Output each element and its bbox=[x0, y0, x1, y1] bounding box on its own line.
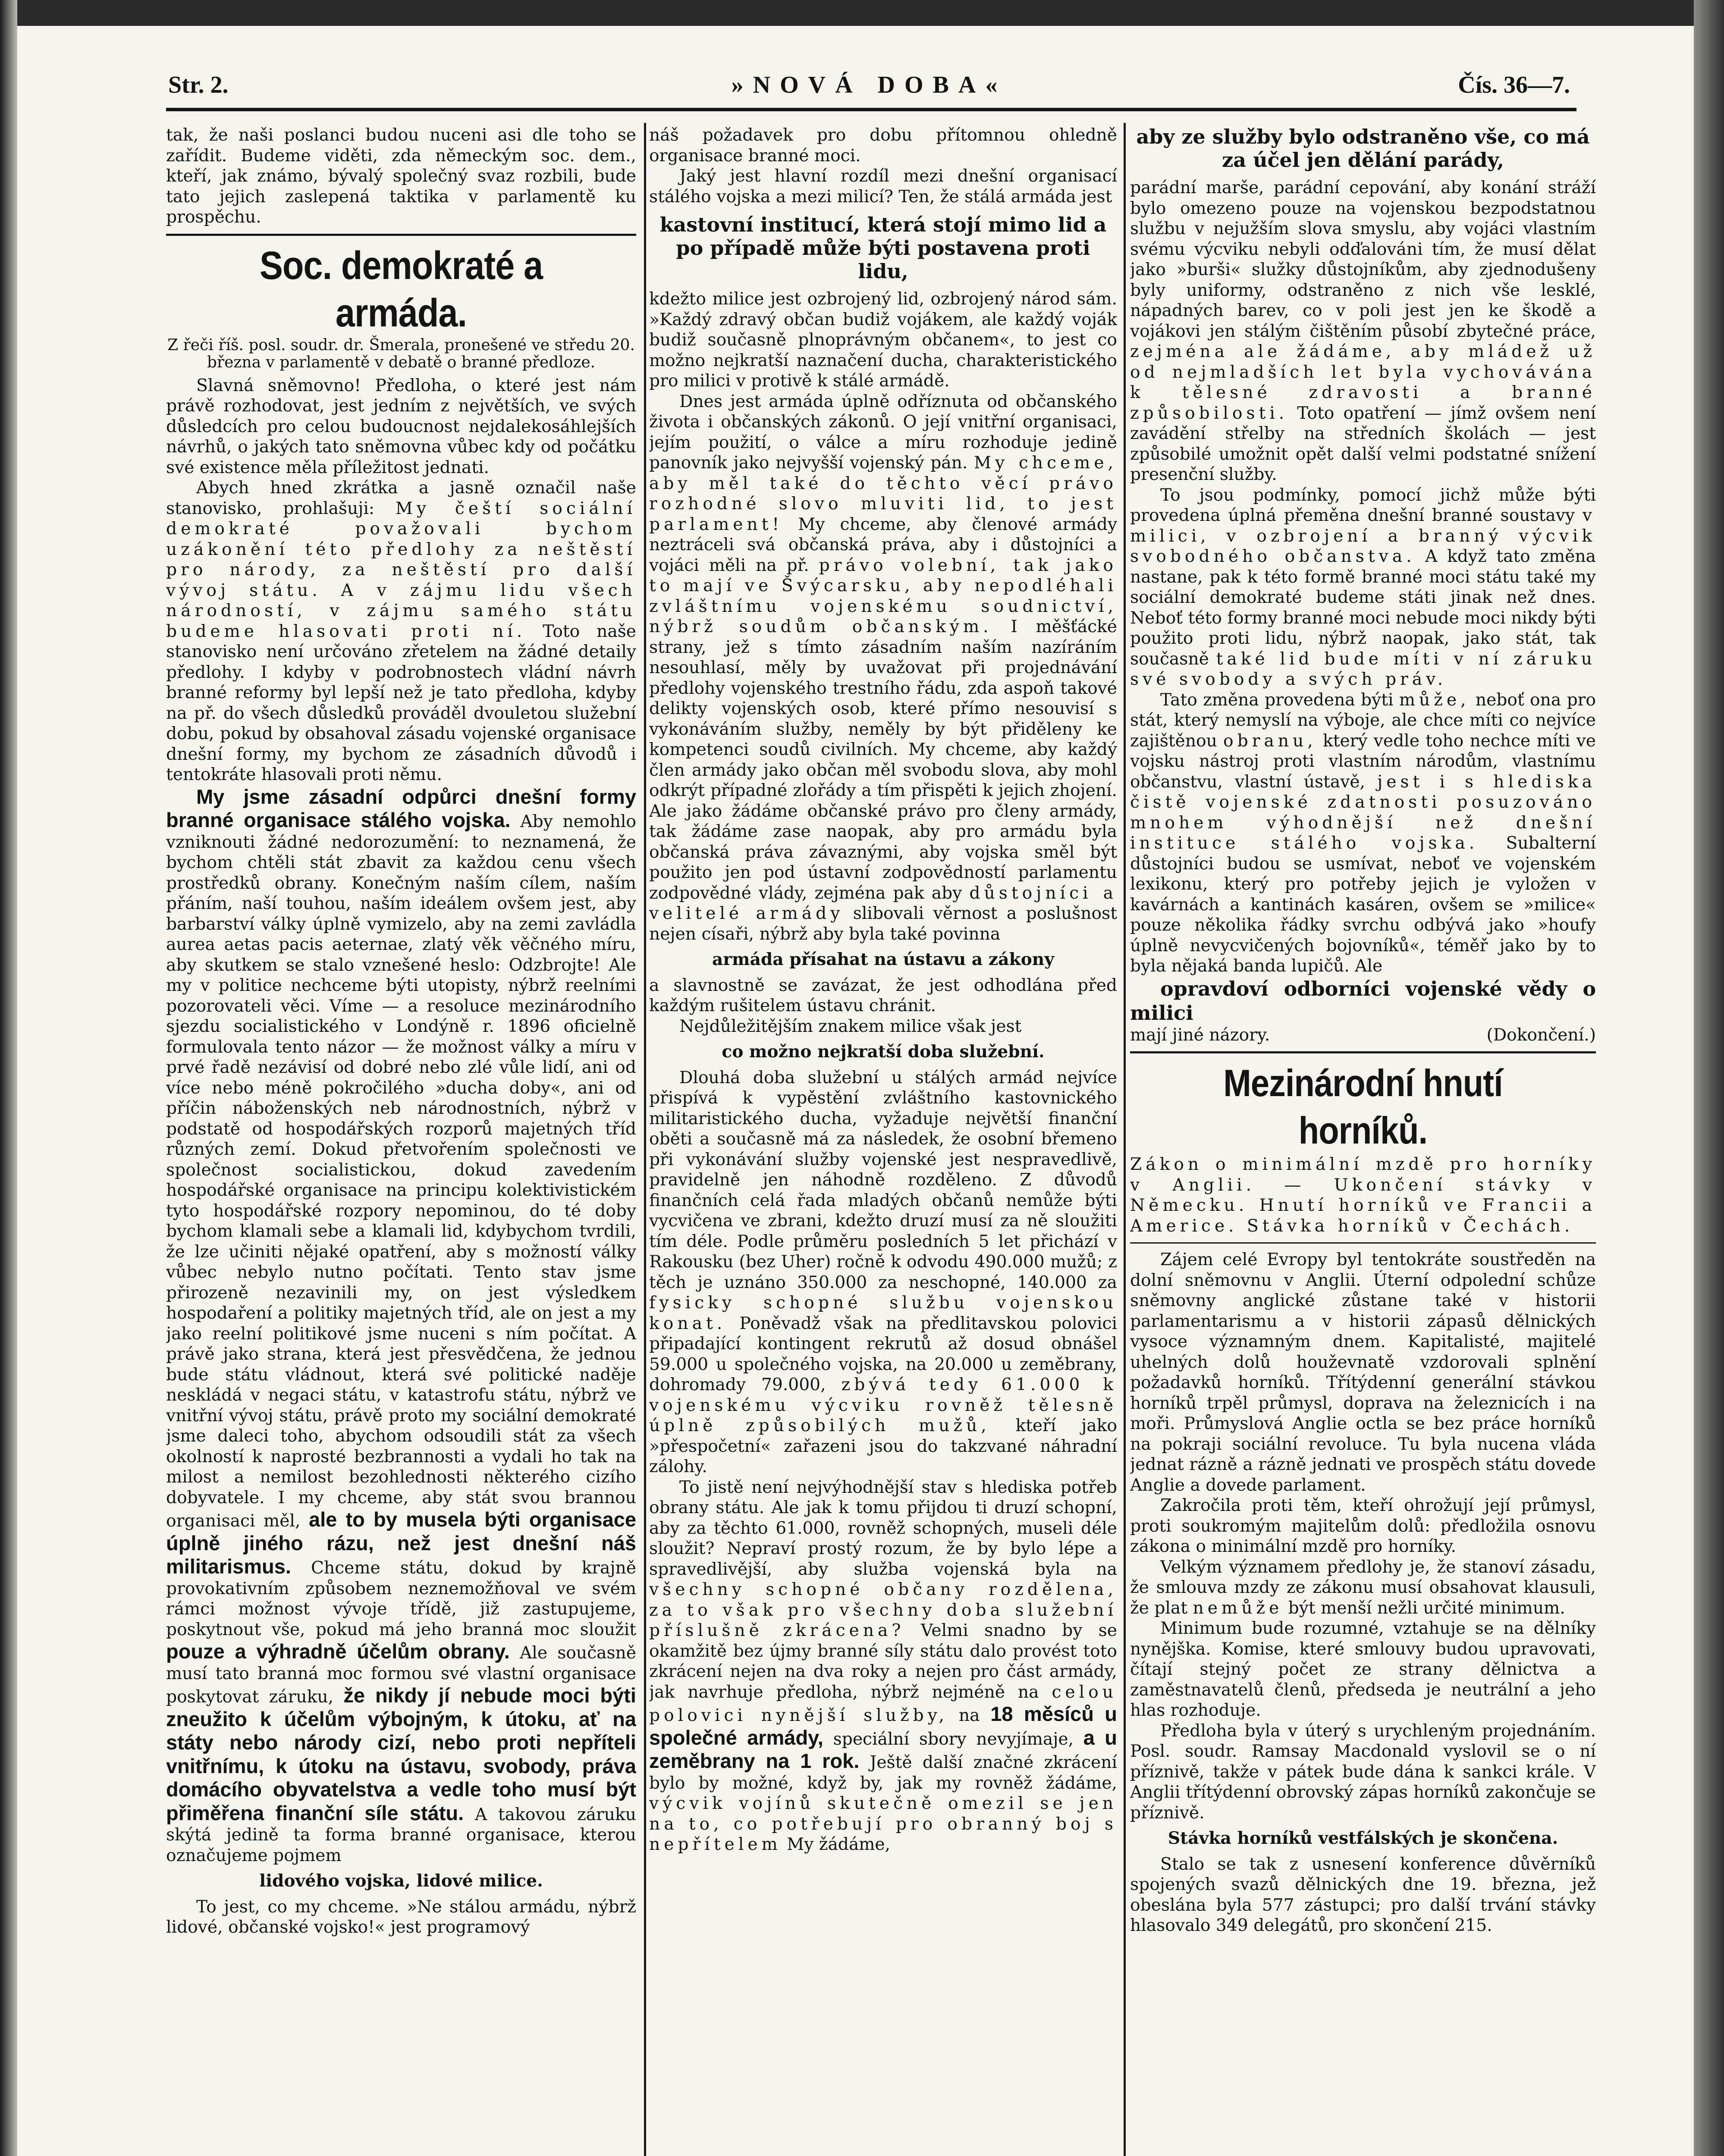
subheading: kastovní institucí, která stojí mimo lid a po případě může býti postavena proti lidu, bbox=[659, 213, 1107, 283]
subheading: co možno nejkratší doba služební. bbox=[722, 1042, 1045, 1062]
paragraph: kdežto milice jest ozbrojený lid, ozbrojený národ sám. »Každý zdravý občan budiž vojákem, ale každý voják budiž současně plnoprávným občanem«, to jest co možno nejkratší naznačení ducha, charakteristického pro milici v protivě k stálé armádě. bbox=[649, 289, 1117, 391]
paragraph: Slavná sněmovno! Předloha, o které jest nám právě rozhodovat, jest jedním z největších, ve svých důsledcích pro celou budoucnost nejdalekosáhlejších návrhů, o jakých tato sněmovna vůbec kdy od počátku své existence měla příležitost jednati. bbox=[166, 376, 636, 477]
subheading: lidového vojska, lidové milice. bbox=[259, 1871, 543, 1891]
article-intro: tak, že naši poslanci budou nuceni asi dle toho se zařídit. Budeme viděti, zda německým soc. dem., kteří, jak známo, bývalý společný svaz rozbili, bude tato jejich zaslepená taktika v parlamentě ku prospěchu. bbox=[166, 125, 636, 227]
paragraph: Zakročila proti těm, kteří ohrožují její průmysl, proti soukromým majitelům dolů: předložila osnovu zákona o minimální mzdě pro horníky. bbox=[1130, 1496, 1596, 1556]
paragraph: parádní marše, parádní cepování, aby konání stráží bylo omezeno pouze na vojenskou bezpodstatnou službu v nejužším slova smyslu, aby vojáci vlastním svému výcviku nebyli odďalováni tím, že musí dělat jako »burši« služky důstojníkům, aby zjednodušeny byly uniformy, odstraněno z nich vše lesklé, nápadných barev, co v poli jest jen ke škodě a vojákovi jen stálým čištěním působí zbytečné práce, zejména ale žádáme, aby mládež už od nejmladších let byla vychovávána k tělesné zdravosti a branné způsobilosti. Toto opatření — jímž ovšem není zavádění střelby na středních školách — jest způsobilé umožnit opět další velmi podstatné snížení presenční služby. bbox=[1130, 178, 1596, 484]
separator bbox=[1130, 1051, 1596, 1053]
paragraph: Dlouhá doba služební u stálých armád nejvíce přispívá k vypěstění zvláštního kastovnického militaristického ducha, vyžaduje největší finanční oběti a současně má za následek, že osobní břemeno při vykonávání služby vojenské jest nespravedlivě, pravidelně jen náhodně rozděleno. Z důvodů finančních celá řada mladých občanů nemůže býti vycvičena ve zbrani, kdežto druzí musí za ně sloužiti tím déle. Podle průměru posledních 5 let přichází v Rakousku (bez Uher) ročně k odvodu 490.000 mužů; z těch je uznáno 350.000 za neschopné, 140.000 za fysicky schopné službu vojenskou konat. Poněvadž však na předlitavskou polovici připadající kontingent rekrutů až dosud obnášel 59.000 u společného vojska, na 20.000 u zeměbrany, dohromady 79.000, zbývá tedy 61.000 k vojenskému výcviku rovněž tělesně úplně způsobilých mužů, kteří jako »přespočetní« zařazeni jsou do takzvané náhradní zálohy. bbox=[649, 1068, 1117, 1476]
scan-edge-left bbox=[0, 0, 17, 2156]
subheading: armáda přísahat na ústavu a zákony bbox=[712, 950, 1055, 969]
issue-number: Čís. 36—7. bbox=[1458, 72, 1570, 98]
paragraph: Nejdůležitějším znakem milice však jest bbox=[679, 1016, 1022, 1036]
column-1 bbox=[166, 125, 636, 2156]
column-2 bbox=[649, 125, 1117, 2156]
paragraph: To jsou podmínky, pomocí jichž může býti provedena úplná přeměna dnešní branné soustavy v milici, v ozbrojení a branný výcvik svobodného občanstva. A když tato změna nastane, pak k této formě branné moci státu také my sociální demokraté budeme státi jinak než dnes. Neboť této formy branné moci nebude moci nikdy býti použito proti lidu, nýbrž naopak, jako stát, tak současně také lid bude míti v ní záruku své svobody a svých práv. bbox=[1130, 485, 1596, 689]
paragraph: mají jiné názory. (Dokončení.) bbox=[1130, 1025, 1596, 1045]
article-lead: Zákon o minimální mzdě pro horníky v Anglii. — Ukončení stávky v Německu. Hnutí horníků ve Francii a Americe. Stávka horníků v Čechách. bbox=[1130, 1155, 1596, 1236]
paragraph: Zájem celé Evropy byl tentokráte soustředěn na dolní sněmovnu v Anglii. Úterní odpolední schůze sněmovny anglické zůstane také v historii parlamentarismu a v historii zápasů dělnických vysoce významným dnem. Kapitalisté, majitelé uhelných dolů houževnatě vzdorovali splnění požadavků horníků. Třítýdenní generální stávkou horníků trpěl průmysl, doprava na železnicích i na moři. Průmyslová Anglie octla se bez práce horníků na pokraji sociální revoluce. Tu byla nucena vláda jednat rázně a rázně jednati ve prospěch státu dovede Anglie a dovede parlament. bbox=[1130, 1250, 1596, 1495]
scan-edge-top bbox=[0, 0, 1724, 26]
separator bbox=[1130, 1242, 1596, 1244]
paragraph: Stalo se tak z usnesení konference důvěrníků spojených svazů dělnických dne 19. března, jež obeslána byla 577 zástupci; pro další trvání stávky hlasovalo 349 delegátů, pro skončení 215. bbox=[1130, 1854, 1596, 1935]
masthead-title: »NOVÁ DOBA« bbox=[731, 72, 1007, 98]
paragraph: Abych hned zkrátka a jasně označil naše stanovisko, prohlašuji: My čeští sociální demokraté považovali bychom uzákonění této předlohy za neštěstí pro národy, za neštěstí pro další vývoj státu. A v zájmu lidu všech národností, v zájmu samého státu budeme hlasovati proti ní. Toto naše stanovisko není určováno zřetelem na žádné detaily předlohy. I kdyby v podrobnostech vládní návrh branné reformy byl lepší než je tato předloha, kdyby na př. do všech důsledků prováděl dvouletou služební dobu, pokud by obsahoval zásadu vojenské organisace dnešní formy, my bychom ze zásadních důvodů i tentokráte hlasovali proti němu. bbox=[166, 478, 636, 784]
article-headline: Mezinárodní hnutí horníků. bbox=[1223, 1062, 1503, 1152]
subheading: aby ze služby bylo odstraněno vše, co má za účel jen dělání parády, bbox=[1136, 125, 1590, 172]
paragraph: Minimum bude rozumné, vztahuje se na dělníky nynějška. Komise, které smlouvy budou upravovati, čítají stejný počet ze strany dělnictva a zaměstnavatelů členů, předseda je neutrální a jeho hlas rozhoduje. bbox=[1130, 1619, 1596, 1720]
column-3 bbox=[1130, 125, 1596, 2156]
paragraph: Dnes jest armáda úplně odříznuta od občanského života i občanských zákonů. O její vnitřní organisaci, jejím použití, o válce a míru rozhoduje jedině panovník jako nejvyšší vojenský pán. My chceme, aby měl také do těchto věcí právo rozhodné slovo mluviti lid, to jest parlament! My chceme, aby členové armády neztráceli svá občanská práva, aby i důstojníci a vojáci měli na př. právo volební, tak jako to mají ve Švýcarsku, aby nepodléhali zvláštnímu vojenskému soudnictví, nýbrž soudům občanským. I měšťácké strany, jež s tímto zásadním naším nazíráním nesouhlasí, měly by uvažovat při projednávání předlohy vojenského trestního řádu, zda aspoň takové delikty vojenských osob, které přímo nesouvisí s vykonáváním služby, neměly by být přiděleny ke kompetenci soudů civilních. My chceme, aby každý člen armády jako občan měl svobodu slova, aby mohl odkrýt případné zlořády a tím přispěti k jejich zhojení. Ale jako žádáme občanské právo pro členy armády, tak žádáme zase naopak, aby pro armádu byla občanská práva závaznými, aby vojska směl být použito jen pod ústavní zodpovědností parlamentu zodpovědné vlády, zejména pak aby důstojníci a velitelé armády slibovali věrnost a poslušnost nejen císaři, nýbrž aby byla také povinna bbox=[649, 392, 1117, 944]
paragraph: Jaký jest hlavní rozdíl mezi dnešní organisací stálého vojska a mezi milicí? Ten, že stálá armáda jest bbox=[649, 166, 1117, 207]
paragraph: náš požadavek pro dobu přítomnou ohledně organisace branné moci. bbox=[649, 125, 1117, 166]
article-headline: Soc. demokraté a armáda. bbox=[259, 243, 543, 335]
continued-note: (Dokončení.) bbox=[1486, 1025, 1596, 1045]
header-rule bbox=[166, 108, 1576, 111]
paragraph: Tato změna provedena býti může, neboť ona pro stát, který nemyslí na výboje, ale chce míti co nejvíce zajištěnou obranu, který vedle toho nechce míti ve vojsku nástroj proti vlastním národům, vlastnímu občanstvu, vlastní ústavě, jest i s hlediska čistě vojenské zdatnosti posuzováno mnohem výhodnější než dnešní instituce stálého vojska. Subalterní důstojníci budou se usmívat, neboť ve vojenském lexikonu, který pro potřeby jejich je vyložen v kavárnách a kantinách kasáren, ovšem se »milice« pouze několika řádky svrchu odbývá jako »houfy úplně nevycvičených bojovníků«, téměř jako by to byla nějaká banda lupičů. Ale bbox=[1130, 690, 1596, 976]
subheading: Stávka horníků vestfálských je skončena. bbox=[1168, 1828, 1558, 1848]
paragraph: Předloha byla v úterý s urychleným projednáním. Posl. soudr. Ramsay Macdonald vyslovil se o ní příznivě, takže v pátek bude dána k sankci krále. V Anglii třítýdenní obrovský zápas horníků zakončuje se příznivě. bbox=[1130, 1721, 1596, 1823]
column-divider-1 bbox=[644, 123, 646, 2156]
paragraph: My jsme zásadní odpůrci dnešní formy branné organisace stálého vojska. Aby nemohlo vzniknouti žádné nedorozumění: to neznamená, že bychom chtěli stát zbavit za každou cenu všech prostředků obrany. Konečným naším cílem, naším přáním, naší touhou, naším ideálem ovšem jest, aby barbarství války úplně vymizelo, aby na zemi zavládla aurea aetas pacis aeternae, zlatý věk věčného míru, aby skutkem se stalo vznešené heslo: Odzbrojte! Ale my v politice nechceme býti utopisty, nýbrž reelními pozorovateli věci. Víme — a resoluce mezinárodního sjezdu socialistického v Londýně r. 1896 oficielně formulovala tento názor — že možnost války a míru v prvé řadě nezávisí od dobré nebo zlé vůle lidí, ani od více nebo méně pokročilého »ducha doby«, ani od příčin náboženských neb národnostních, nýbrž v podstatě od hospodářských rozporů majetných tříd různých zemí. Dokud přetvořením společnosti ve společnost socialistickou, dokud zavedením hospodářské organisace na principu kolektivistickém tyto hospodářské rozpory nepominou, do té doby bychom klamali sebe a klamali lid, kdybychom tvrdili, že lze učiniti nějaké opatření, aby s možností války vůbec nebylo nutno počítati. Tento stav jsme přirozeně nezavinili my, on jest výsledkem hospodaření a politiky majetných tříd, ale on jest a my jako reelní politikové jsme nuceni s ním počítat. A právě jako strana, která jest přesvědčena, že jednou bude státu vládnout, která své politické naděje neskládá v negaci státu, v katastrofu státu, nýbrž ve vnitřní vývoj státu, právě proto my sociální demokraté jsme daleci toho, abychom odsoudili stát za všech okolností k naprosté bezbrannosti a vydali ho tak na milost a nemilost bezohlednosti některého cizího dobyvatele. I my chceme, aby stát svou brannou organisaci měl, ale to by musela býti organisace úplně jiného rázu, než jest dnešní náš militarismus. Chceme státu, dokud by krajně provokativním způsobem neznemožňoval ve svém rámci možnost vývoje třídě, již zastupujeme, poskytnout vše, pokud má jeho branná moc sloužit pouze a výhradně účelům obrany. Ale současně musí tato branná moc formou své vlastní organisace poskytovat záruku, že nikdy jí nebude moci býti zneužito k účelům výbojným, k útoku, ať na státy nebo národy cizí, nebo proti nepříteli vnitřnímu, k útoku na ústavu, svobody, práva domácího obyvatelstva a vedle toho musí být přiměřena finanční síle státu. A takovou záruku skýtá jedině ta forma branné organisace, kterou označujeme pojmem bbox=[166, 785, 636, 1865]
article-subhead: Z řeči říš. posl. soudr. dr. Šmerala, pronešené ve středu 20. března v parlamentě v debatě o branné předloze. bbox=[167, 336, 635, 371]
page-header bbox=[168, 71, 1570, 106]
separator bbox=[166, 234, 636, 236]
subheading: opravdoví odborníci vojenské vědy o milici bbox=[1130, 977, 1596, 1025]
paragraph: Velkým významem předlohy je, že stanoví zásadu, že smlouva mzdy ze zákonu musí obsahovat klausuli, že plat nemůže být menší nežli určité minimum. bbox=[1130, 1557, 1596, 1618]
page-number: Str. 2. bbox=[168, 72, 229, 98]
scan-edge-right bbox=[1694, 0, 1724, 2156]
column-divider-2 bbox=[1124, 123, 1126, 2156]
paragraph: To jistě není nejvýhodnější stav s hlediska potřeb obrany státu. Ale jak k tomu přijdou ti druzí schopní, aby za těchto 61.000, rovněž schopných, museli déle sloužit? Nepraví prostý rozum, že by bylo lépe a spravedlivější, aby služba vojenská byla na všechny schopné občany rozdělena, za to však pro všechny doba služební příslušně zkrácena? Velmi snadno by se okamžitě bez újmy branné síly státu dalo provést toto zkrácení nejen na dva roky a nejen pro část armády, jak navrhuje předloha, nýbrž nejméně na celou polovici nynější služby, na 18 měsíců u společné armády, speciální sbory nevyjímaje, a u zeměbrany na 1 rok. Ještě další značné zkrácení bylo by možné, když by, jak my rovněž žádáme, výcvik vojínů skutečně omezil se jen na to, co potřebují pro obranný boj s nepřítelem My žádáme, bbox=[649, 1477, 1117, 1854]
paragraph: To jest, co my chceme. »Ne stálou armádu, nýbrž lidové, občanské vojsko!« jest programový bbox=[166, 1897, 636, 1937]
paragraph: a slavnostně se zavázat, že jest odhodlána před každým rušitelem ústavu chránit. bbox=[649, 975, 1117, 1015]
